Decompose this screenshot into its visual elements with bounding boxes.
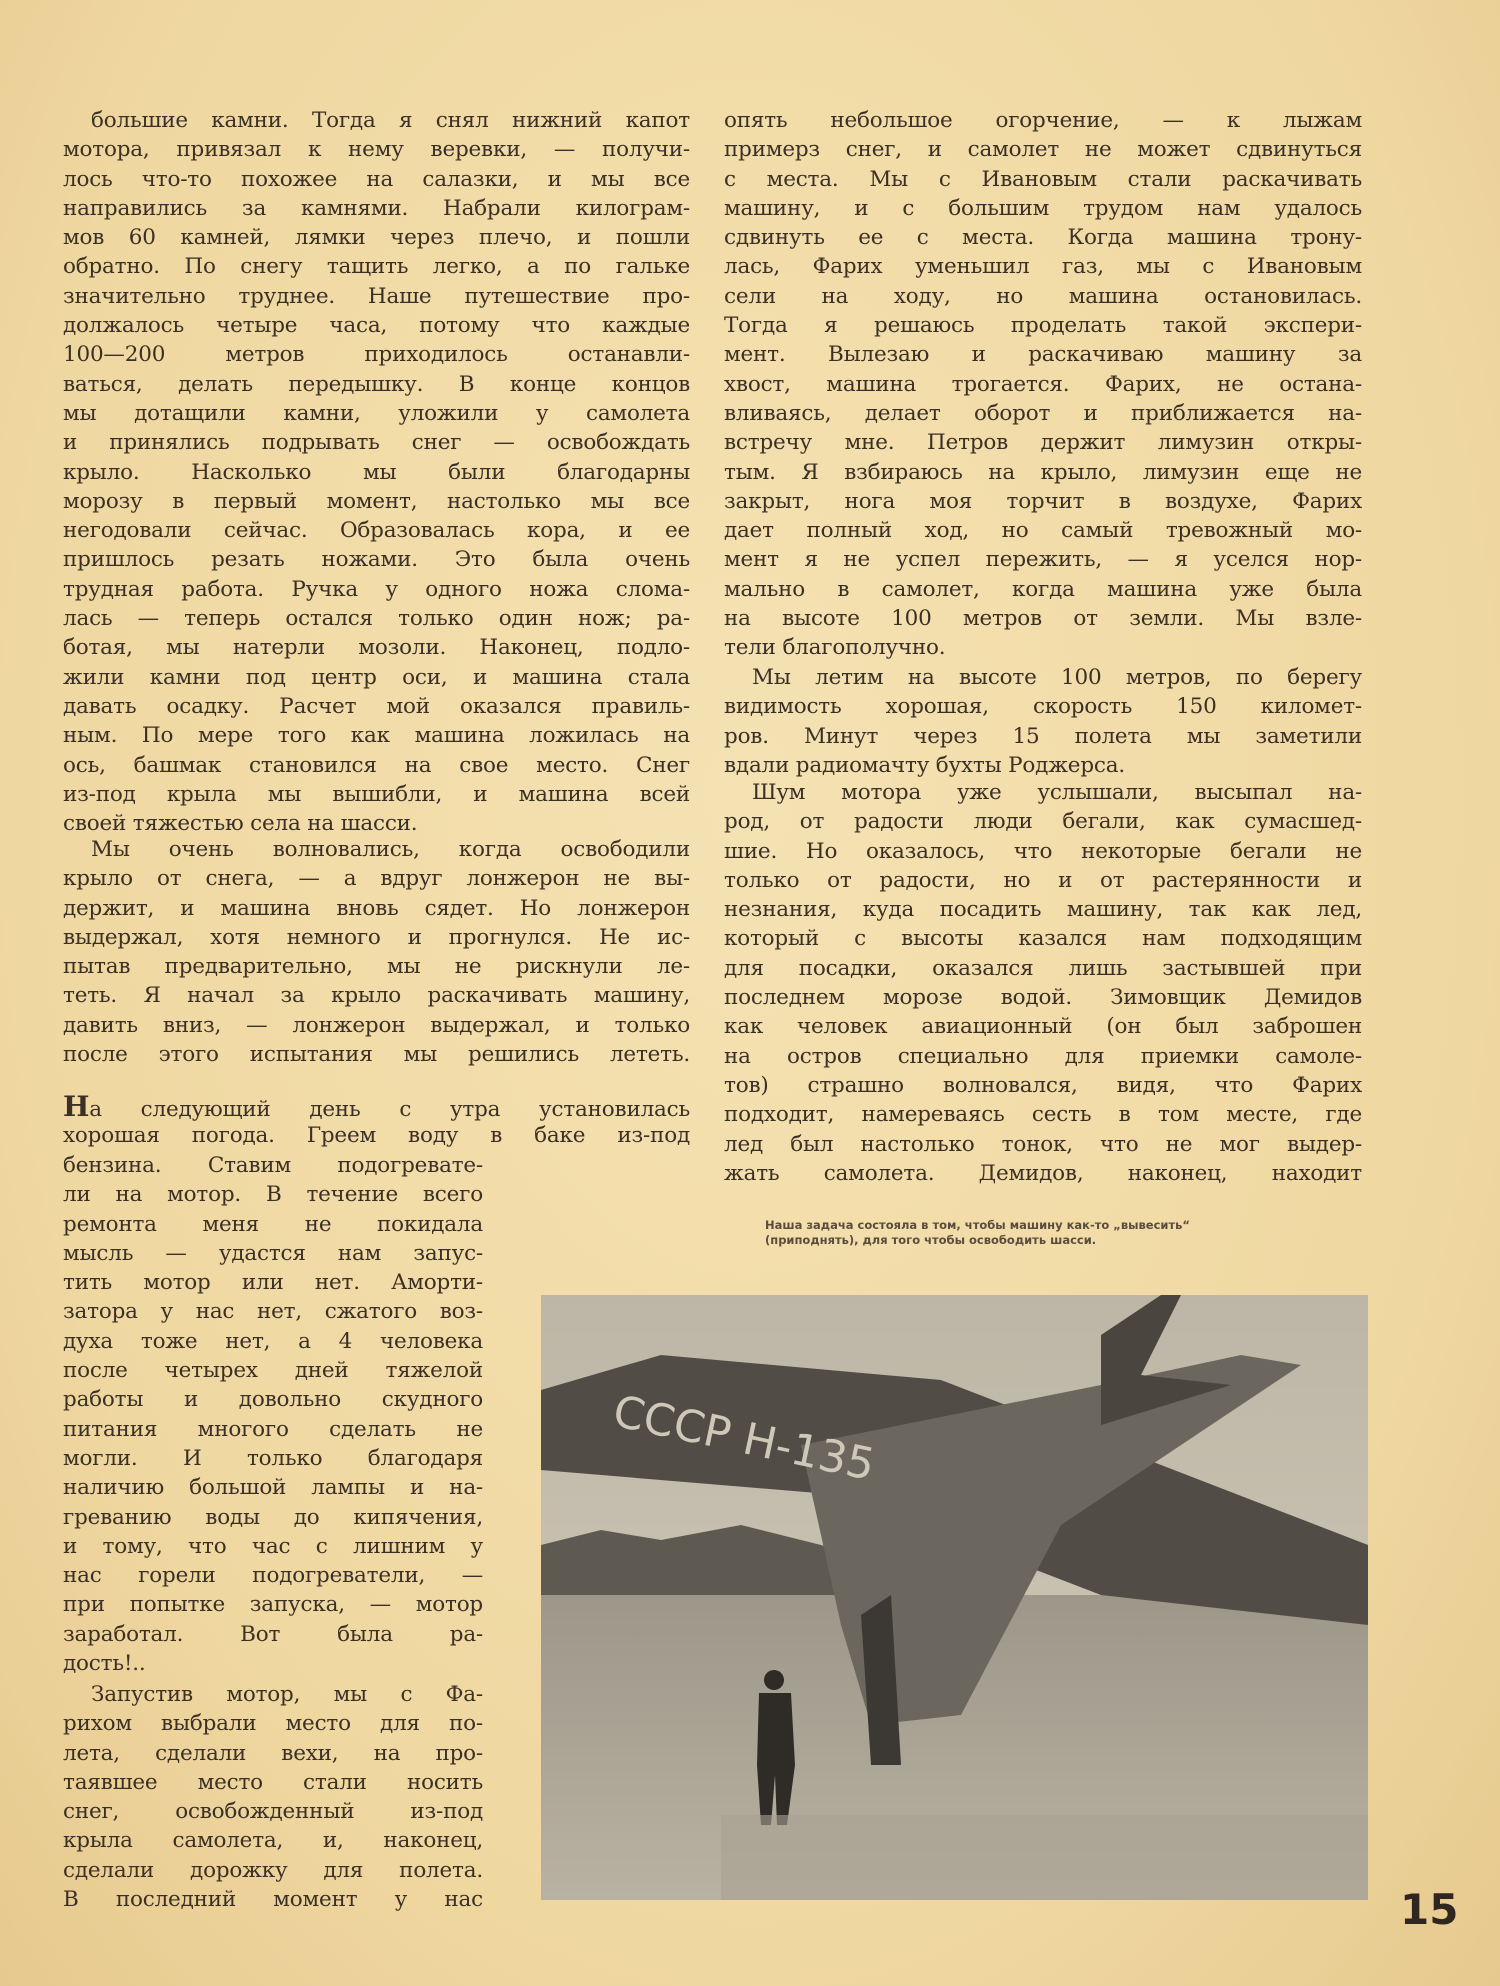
text-line: направились за камнями. Набрали килограм-: [63, 195, 690, 221]
text-line: незнания, куда посадить машину, так как лед,: [724, 897, 1362, 923]
text-line: жать самолета. Демидов, наконец, находит: [724, 1160, 1362, 1186]
text-line: шие. Но оказалось, что некоторые бегали не: [724, 838, 1362, 864]
text-line: закрыт, нога моя торчит в воздухе, Фарих: [724, 488, 1362, 514]
text-line: лед был настолько тонок, что не мог выдер-: [724, 1131, 1362, 1157]
left-para-3-wide: [63, 1092, 690, 1151]
text-line: после этого испытания мы решились лететь.: [63, 1042, 690, 1068]
left-para-1: [63, 106, 690, 838]
text-line: тить мотор или нет. Аморти-: [63, 1270, 483, 1296]
text-line: давить вниз, — лонжерон выдержал, и только: [63, 1012, 690, 1038]
text-line: морозу в первый момент, настолько мы все: [63, 488, 690, 514]
text-line: лета, сделали вехи, на про-: [63, 1740, 483, 1766]
text-line: держит, и машина вновь сядет. Но лонжерон: [63, 895, 690, 921]
text-line: работы и довольно скудного: [63, 1387, 483, 1413]
text-line: трудная работа. Ручка у одного ножа слома-: [63, 576, 690, 602]
text-line: заработал. Вот была ра-: [63, 1621, 483, 1647]
caption-line: (приподнять), для того чтобы освободить шасси.: [765, 1233, 1097, 1247]
text-line: мы дотащили камни, уложили у самолета: [63, 400, 690, 426]
text-line: нас горели подогреватели, —: [63, 1563, 483, 1589]
left-para-3-narrow: [63, 1151, 483, 1678]
text-line: могли. И только благодаря: [63, 1445, 483, 1471]
text-line: мально в самолет, когда машина уже была: [724, 576, 1362, 602]
text-line: ось, башмак становился на свое место. Снег: [63, 752, 690, 778]
photo-caption: [765, 1218, 1245, 1248]
text-line: ли на мотор. В течение всего: [63, 1182, 483, 1208]
text-line: мысль — удастся нам запус-: [63, 1240, 483, 1266]
text-line: лась, Фарих уменьшил газ, мы с Ивановым: [724, 254, 1362, 280]
text-line: и принялись подрывать снег — освобождать: [63, 430, 690, 456]
text-line: крыло от снега, — а вдруг лонжерон не вы-: [63, 866, 690, 892]
text-line: давать осадку. Расчет мой оказался правиль-: [63, 693, 690, 719]
text-line: лась — теперь остался только один нож; ра-: [63, 606, 690, 632]
left-para-4: [63, 1680, 483, 1914]
text-line: на остров специально для приемки самоле-: [724, 1043, 1362, 1069]
text-line-rest: а следующий день с утра установилась: [89, 1097, 690, 1122]
text-line: вдали радиомачту бухты Роджерса.: [724, 752, 1125, 778]
text-line: вливаясь, делает оборот и приближается на-: [724, 400, 1362, 426]
drop-cap: Н: [63, 1090, 90, 1123]
text-line: род, от радости люди бегали, как сумасшед-: [724, 809, 1362, 835]
text-line: Шум мотора уже услышали, высыпал на-: [752, 780, 1362, 805]
text-line: пришлось резать ножами. Это была очень: [63, 547, 690, 573]
text-line: сделали дорожку для полета.: [63, 1857, 483, 1883]
text-line: пытав предварительно, мы не рискнули ле-: [63, 954, 690, 980]
text-line: выдержал, хотя немного и прогнулся. Не ис-: [63, 924, 690, 950]
caption-line: Наша задача состояла в том, чтобы машину как-то „вывесить“: [765, 1218, 1190, 1232]
text-line: хвост, машина трогается. Фарих, не остана-: [724, 371, 1362, 397]
text-line: ремонта меня не покидала: [63, 1211, 483, 1237]
text-line: теть. Я начал за крыло раскачивать машину,: [63, 983, 690, 1009]
text-line: примерз снег, и самолет не может сдвинуться: [724, 137, 1362, 163]
text-line: должалось четыре часа, потому что каждые: [63, 313, 690, 339]
text-line: после четырех дней тяжелой: [63, 1358, 483, 1384]
text-line: для посадки, оказался лишь застывшей при: [724, 955, 1362, 981]
airplane-photo: [541, 1295, 1368, 1900]
text-line: только от радости, но и от растерянности и: [724, 867, 1362, 893]
text-line: ным. По мере того как машина ложилась на: [63, 723, 690, 749]
text-line: снег, освобожденный из-под: [63, 1799, 483, 1825]
text-line: при попытке запуска, — мотор: [63, 1592, 483, 1618]
text-line: Запустив мотор, мы с Фа-: [91, 1682, 483, 1707]
text-line: мент я не успел пережить, — я уселся нор-: [724, 547, 1362, 573]
text-line: таявшее место стали носить: [63, 1769, 483, 1795]
text-line: бензина. Ставим подогревате-: [63, 1153, 483, 1178]
text-line: сдвинуть ее с места. Когда машина трону-: [724, 225, 1362, 251]
text-line: затора у нас нет, сжатого воз-: [63, 1299, 483, 1325]
text-line: тов) страшно волновался, видя, что Фарих: [724, 1072, 1362, 1098]
text-line: тели благополучно.: [724, 635, 946, 661]
text-line: жили камни под центр оси, и машина стала: [63, 664, 690, 690]
text-line: дает полный ход, но самый тревожный мо-: [724, 518, 1362, 544]
text-line: ваться, делать передышку. В конце концов: [63, 371, 690, 397]
text-line: большие камни. Тогда я снял нижний капот: [91, 108, 690, 133]
text-line: видимость хорошая, скорость 150 километ-: [724, 694, 1362, 720]
text-line: обратно. По снегу тащить легко, а по гальке: [63, 254, 690, 280]
left-para-2: [63, 835, 690, 1069]
text-line: тым. Я взбираюсь на крыло, лимузин еще не: [724, 459, 1362, 485]
text-line: мент. Вылезаю и раскачиваю машину за: [724, 342, 1362, 368]
text-line: встречу мне. Петров держит лимузин откры-: [724, 430, 1362, 456]
text-line: своей тяжестью села на шасси.: [63, 811, 418, 837]
text-line: как человек авиационный (он был заброшен: [724, 1014, 1362, 1040]
right-para-1: [724, 106, 1362, 663]
text-line: 100—200 метров приходилось останавли-: [63, 342, 690, 368]
text-line: духа тоже нет, а 4 человека: [63, 1328, 483, 1354]
text-line: значительно труднее. Наше путешествие про-: [63, 283, 690, 309]
text-line: наличию большой лампы и на-: [63, 1475, 483, 1501]
text-line: последнем морозе водой. Зимовщик Демидов: [724, 985, 1362, 1011]
text-line: на высоте 100 метров от земли. Мы взле-: [724, 606, 1362, 632]
text-line: с места. Мы с Ивановым стали раскачивать: [724, 166, 1362, 192]
text-line: машину, и с большим трудом нам удалось: [724, 195, 1362, 221]
text-line: крыло. Насколько мы были благодарны: [63, 459, 690, 485]
text-line: Мы очень волновались, когда освободили: [91, 837, 690, 862]
text-line: хорошая погода. Греем воду в баке из-под: [63, 1123, 690, 1149]
text-line: крыла самолета, и, наконец,: [63, 1828, 483, 1854]
text-line: сели на ходу, но машина остановилась.: [724, 283, 1362, 309]
text-line: и тому, что час с лишним у: [63, 1533, 483, 1559]
text-line: дость!..: [63, 1651, 146, 1677]
text-line: из-под крыла мы вышибли, и машина всей: [63, 781, 690, 807]
text-line: [63, 1092, 690, 1121]
right-para-3: [724, 778, 1362, 1188]
text-line: мов 60 камней, лямки через плечо, и пошли: [63, 225, 690, 251]
text-line: ров. Минут через 15 полета мы заметили: [724, 723, 1362, 749]
text-line: питания многого сделать не: [63, 1416, 483, 1442]
text-line: ботая, мы натерли мозоли. Наконец, подло-: [63, 635, 690, 661]
text-line: рихом выбрали место для по-: [63, 1711, 483, 1737]
registration-text: СССР Н-135: [608, 1385, 880, 1491]
text-line: который с высоты казался нам подходящим: [724, 926, 1362, 952]
text-line: негодовали сейчас. Образовалась кора, и ее: [63, 518, 690, 544]
text-line: мотора, привязал к нему веревки, — получи-: [63, 137, 690, 163]
text-line: Тогда я решаюсь проделать такой экспери-: [724, 313, 1362, 339]
text-line: Мы летим на высоте 100 метров, по берегу: [752, 665, 1362, 690]
text-line: лось что-то похожее на салазки, и мы все: [63, 166, 690, 192]
text-line: подходит, намереваясь сесть в том месте, где: [724, 1102, 1362, 1128]
text-line: греванию воды до кипячения,: [63, 1504, 483, 1530]
text-line: В последний момент у нас: [63, 1887, 483, 1913]
text-line: опять небольшое огорчение, — к лыжам: [724, 108, 1362, 133]
right-para-2: [724, 663, 1362, 780]
page-number: 15: [1400, 1885, 1459, 1934]
ice-reflection: [721, 1815, 1368, 1900]
